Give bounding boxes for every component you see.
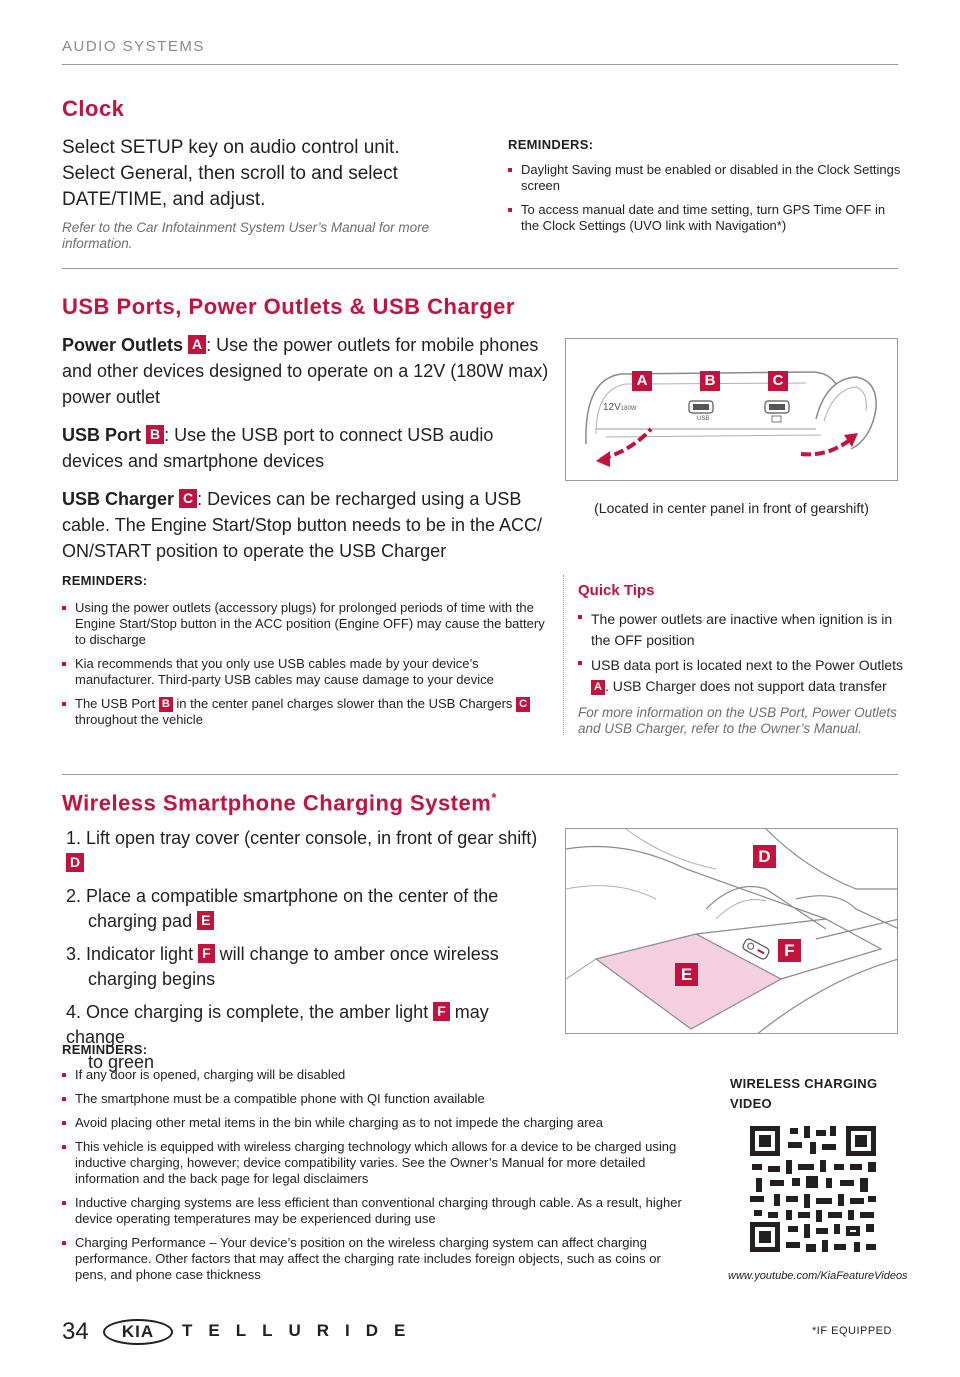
section-divider [62,268,898,269]
tip2-text-b: . USB Charger does not support data transfer [604,678,887,694]
badge-f: F [198,944,215,963]
wireless-reminder-item: Inductive charging systems are less efficient than conventional charging through cable. As a result, higher device operating temperatures may be experienced during use [62,1195,682,1227]
usb-reminder-item [62,696,547,728]
wireless-reminder-item: If any door is opened, charging will be disabled [62,1067,682,1083]
reminder3-text-b: in the center panel charges slower than the USB Chargers [176,696,513,711]
usb-mini-label: USB [697,416,710,422]
usb-charger-label: USB Charger [62,489,175,509]
callout-b: B [700,371,720,391]
step4-text-a: 4. Once charging is complete, the amber light [66,1002,429,1022]
if-equipped-note: *IF EQUIPPED [812,1325,892,1337]
qr-code-graphic [750,1126,876,1252]
usb-charger-desc [62,486,552,564]
wireless-step-3 [66,942,546,992]
outlet-voltage: 12V [603,402,621,413]
step3-text-c: charging begins [88,969,216,989]
step3-text-a: 3. Indicator light [66,944,194,964]
step3-text-b: will change to amber once wireless [219,944,499,964]
wireless-pad-image [565,828,898,1034]
tip2-text-a: USB data port is located next to the Power Outlets [591,657,904,673]
usb-descriptions [62,332,552,564]
usb-reminder-item: Kia recommends that you only use USB cables made by your device’s manufacturer. Third-party USB cables may cause damage to your device [62,656,547,688]
clock-reminder-item: Daylight Saving must be enabled or disabled in the Clock Settings screen [508,162,903,194]
usb-panel-image [565,338,898,481]
qr-code[interactable] [750,1126,876,1252]
quick-tips-list [578,609,908,705]
badge-a-small: A [591,680,605,695]
wireless-pad-illustration [566,829,898,1034]
wireless-step-4 [66,1000,546,1075]
badge-c-small: C [516,697,530,712]
usb-port-desc [62,422,552,474]
wireless-reminders-title: REMINDERS: [62,1042,148,1057]
wireless-title-mark: * [491,790,497,805]
badge-d: D [66,853,84,872]
badge-b: B [146,425,164,444]
power-outlets-desc [62,332,552,410]
clock-title: Clock [62,96,125,121]
badge-c: C [179,489,197,508]
badge-f: F [433,1002,450,1021]
usb-title: USB Ports, Power Outlets & USB Charger [62,294,515,319]
page-number: 34 [62,1318,89,1345]
usb-image-caption: (Located in center panel in front of gearshift) [594,500,869,516]
kia-logo: KIA [103,1319,173,1345]
step2-text-a: 2. Place a compatible smartphone on the center of the [66,886,499,906]
step4-text-c: to green [88,1052,155,1072]
outlet-label [603,402,636,413]
clock-reminders-title: REMINDERS: [508,137,594,152]
step2-text-b: charging pad [88,911,193,931]
wireless-step-1 [66,826,546,876]
quick-tip-item [578,655,908,697]
wireless-reminders-list [62,1067,682,1291]
step4-text-b: may change [66,1002,489,1047]
reminder3-text-c: throughout the vehicle [75,712,203,727]
reminder3-text-a: The USB Port [75,696,156,711]
step1-text: 1. Lift open tray cover (center console, in front of gear shift) [66,828,538,848]
outlet-wattage: 180W [620,406,637,412]
usb-reminders-list [62,600,547,736]
video-url-link[interactable]: www.youtube.com/KiaFeatureVideos [728,1270,908,1282]
clock-note: Refer to the Car Infotainment System User’s Manual for more information. [62,220,430,251]
callout-c: C [768,371,788,391]
badge-a: A [188,335,206,354]
usb-charger-text: : Devices can be recharged using a USB cable. The Engine Start/Stop button needs to be in the ACC/ ON/START position to operate the USB Charger [62,489,542,561]
wireless-reminder-item: Avoid placing other metal items in the bin while charging as to not impede the charging area [62,1115,682,1131]
video-title: WIRELESS CHARGING VIDEO [730,1076,878,1111]
clock-body: Select SETUP key on audio control unit. Select General, then scroll to and select DATE/TIME, and adjust. [62,137,400,210]
callout-f: F [778,939,801,962]
wireless-step-2 [66,884,546,934]
clock-reminder-item: To access manual date and time setting, turn GPS Time OFF in the Clock Settings (UVO link with Navigation*) [508,202,903,234]
callout-a: A [632,371,652,391]
usb-port-text: : Use the USB port to connect USB audio devices and smartphone devices [62,425,494,471]
callout-e: E [675,963,698,986]
power-outlets-label: Power Outlets [62,335,184,355]
badge-b-small: B [159,697,173,712]
clock-reminders-list [508,162,903,242]
section-header: AUDIO SYSTEMS [62,38,205,55]
callout-d: D [753,845,776,868]
power-outlets-text: : Use the power outlets for mobile phones and other devices designed to operate on a 12V (180W max) power outlet [62,335,549,407]
wireless-reminder-item: The smartphone must be a compatible phone with QI function available [62,1091,682,1107]
badge-e: E [197,911,214,930]
quick-tips-divider [563,575,564,735]
model-wordmark: TELLURIDE [182,1321,422,1340]
quick-tips-title: Quick Tips [578,582,655,599]
usb-reminders-title: REMINDERS: [62,573,148,588]
quick-tips-note: For more information on the USB Port, Power Outlets and USB Charger, refer to the Owner’s Manual. [578,705,897,736]
wireless-reminder-item: Charging Performance – Your device’s position on the wireless charging system can affect charging performance. Other factors that may affect the charging rate includes foreign objects, such as coins or pens, and phone case thickness [62,1235,682,1283]
usb-reminder-item: Using the power outlets (accessory plugs) for prolonged periods of time with the Engine Start/Stop button in the ACC position (Engine OFF) may cause the battery to discharge [62,600,547,648]
header-divider [62,64,898,65]
usb-port-label: USB Port [62,425,142,445]
wireless-title [62,790,497,816]
section-divider [62,774,898,775]
wireless-title-text: Wireless Smartphone Charging System [62,790,492,816]
wireless-reminder-item: This vehicle is equipped with wireless charging technology which allows for a device to be charged using inductive charging, however; device compatibility varies. See the Owner’s Manual for more detailed information and the back page for legal disclaimers [62,1139,682,1187]
quick-tip-item: The power outlets are inactive when ignition is in the OFF position [578,609,908,651]
step2-indent [66,909,546,934]
